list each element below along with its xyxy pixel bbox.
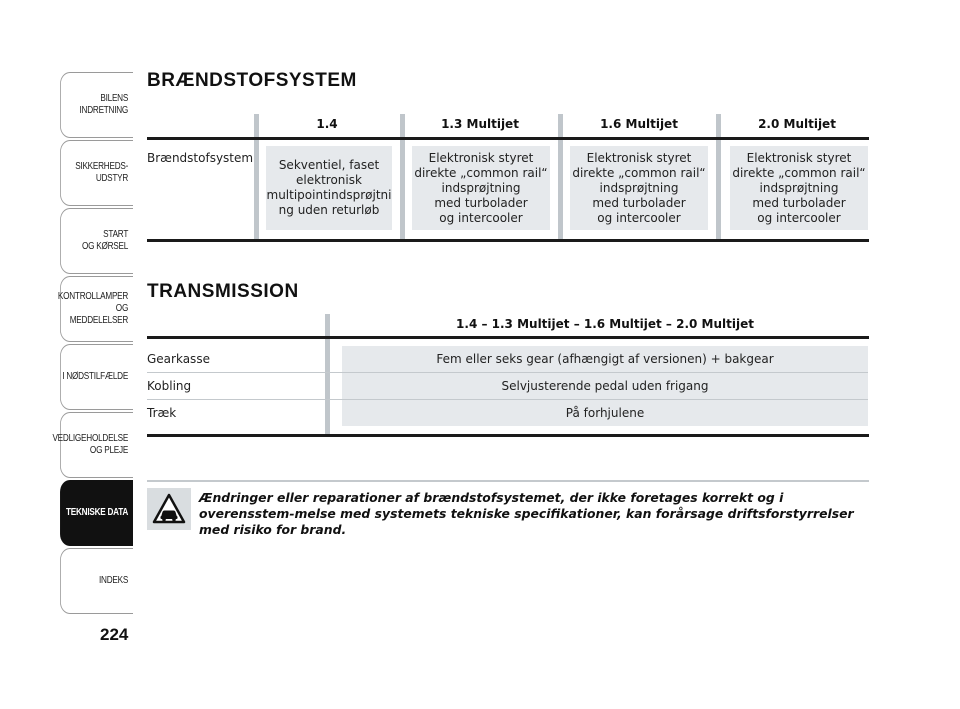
tab-indeks[interactable]: INDEKS <box>60 548 133 614</box>
column-divider <box>254 114 259 240</box>
row-label-traek: Træk <box>147 406 177 420</box>
row-label-kobling: Kobling <box>147 379 192 393</box>
cell-1-6-multijet: Elektronisk styret direkte „common rail“ indsprøjtning med turbolader og intercooler <box>570 146 708 230</box>
column-header-1-3-multijet: 1.3 Multijet <box>441 117 519 131</box>
tab-vedligeholdelse[interactable]: VEDLIGEHOLDELSE OG PLEJE <box>60 412 133 478</box>
tab-kontrollamper[interactable]: KONTROLLAMPER OG MEDDELELSER <box>60 276 133 342</box>
warning-car-icon <box>147 488 191 530</box>
value-traek: På forhjulene <box>342 400 868 426</box>
cell-1-4: Sekventiel, faset elektronisk multipointindsprøjtni ng uden returløb <box>266 146 392 230</box>
warning-rule <box>147 480 869 482</box>
tab-sikkerhedsudstyr[interactable]: SIKKERHEDS- UDSTYR <box>60 140 133 206</box>
row-label-braendstofsystem: Brændstofsystem <box>147 151 254 165</box>
column-divider <box>716 114 721 240</box>
value-gearkasse: Fem eller seks gear (afhængigt af versionen) + bakgear <box>342 346 868 372</box>
table-rule <box>147 239 869 242</box>
fuel-section-title: BRÆNDSTOFSYSTEM <box>147 70 357 91</box>
table-rule <box>147 434 869 437</box>
column-header-2-0-multijet: 2.0 Multijet <box>758 117 836 131</box>
column-divider <box>400 114 405 240</box>
transmission-section-title: TRANSMISSION <box>147 281 299 302</box>
cell-1-3-multijet: Elektronisk styret direkte „common rail“ indsprøjtning med turbolader og intercooler <box>412 146 550 230</box>
column-divider <box>558 114 563 240</box>
page-number: 224 <box>100 625 129 644</box>
warning-text: Ændringer eller reparationer af brændstofsystemet, der ikke foretages korrekt og i overensstem-melse med systemets tekniske specifikationer, kan forårsage driftsforstyrrelser med risiko for brand. <box>199 490 854 537</box>
tab-i-nodstilfaelde[interactable]: I NØDSTILFÆLDE <box>60 344 133 410</box>
column-header-1-4: 1.4 <box>316 117 338 131</box>
column-divider <box>325 314 330 436</box>
column-header-1-6-multijet: 1.6 Multijet <box>600 117 678 131</box>
row-label-gearkasse: Gearkasse <box>147 352 210 366</box>
table-rule <box>147 336 869 339</box>
transmission-header: 1.4 – 1.3 Multijet – 1.6 Multijet – 2.0 Multijet <box>456 317 754 331</box>
tab-tekniske-data[interactable]: TEKNISKE DATA <box>60 480 133 546</box>
cell-2-0-multijet: Elektronisk styret direkte „common rail“ indsprøjtning med turbolader og intercooler <box>730 146 868 230</box>
tab-start-og-korsel[interactable]: START OG KØRSEL <box>60 208 133 274</box>
tab-bilens-indretning[interactable]: BILENS INDRETNING <box>60 72 133 138</box>
chapter-tabs <box>44 72 133 616</box>
value-kobling: Selvjusterende pedal uden frigang <box>342 373 868 399</box>
table-rule <box>147 137 869 140</box>
